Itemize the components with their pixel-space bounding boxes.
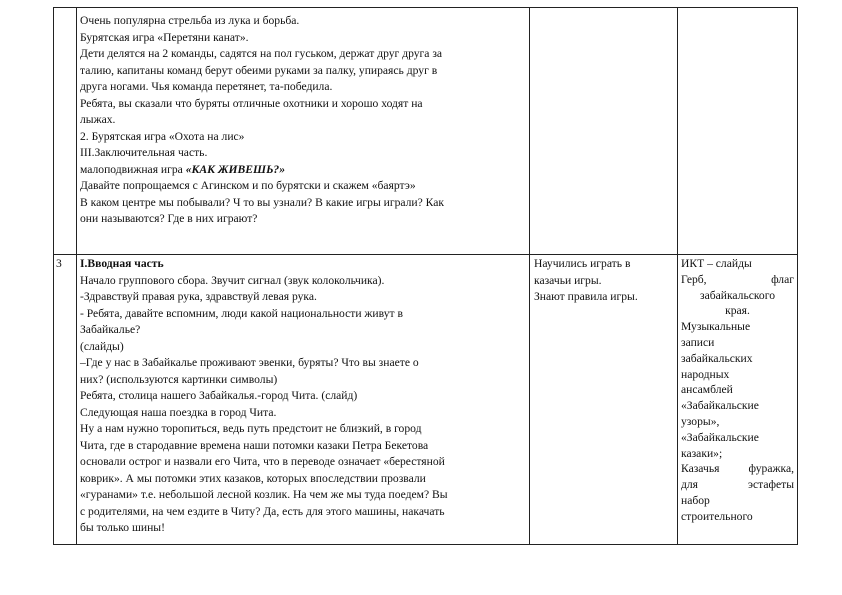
text-line: основали острог и назвали его Чита, что в переводе означает «берестяной xyxy=(80,455,445,468)
result-line: Научились играть в xyxy=(534,257,631,270)
lesson-plan-table xyxy=(53,7,798,545)
text-line: Ребята, столица нашего Забайкалья.-город Чита. (слайд) xyxy=(80,389,358,402)
text-line: с родителями, на чем ездите в Читу? Да, есть для этого машины, накачать xyxy=(80,504,445,518)
text-line: Чита, где в стародавние времена наши потомки казаки Петра Бекетова xyxy=(80,438,429,452)
text-line: Ребята, вы сказали что буряты отличные охотники и хорошо ходят на xyxy=(80,96,423,110)
row1-resources-cell xyxy=(678,8,798,255)
result-line: Знают правила игры. xyxy=(534,290,638,303)
text-line: коврик». А мы потомки этих казаков, которых впоследствии прозвали xyxy=(80,471,426,485)
text-line: талию, капитаны команд берут обеими руками за палку, упираясь друг в xyxy=(80,63,438,77)
resource-line: для эстафеты xyxy=(681,478,794,492)
row1-number-cell xyxy=(54,8,77,255)
text-line: малоподвижная игра «КАК ЖИВЕШЬ?» xyxy=(80,162,286,176)
section-heading: I.Вводная часть xyxy=(80,257,164,270)
row2-activity-cell xyxy=(77,255,530,545)
text-line: III.Заключительная часть. xyxy=(80,146,208,159)
text-line: они называются? Где в них играют? xyxy=(80,212,258,225)
text-line: Дети делятся на 2 команды, садятся на пол гуськом, держат друг друга за xyxy=(80,47,443,60)
resource-line: края. xyxy=(725,304,750,318)
text-line: Начало группового сбора. Звучит сигнал (звук колокольчика). xyxy=(80,273,385,287)
text-line: -Здравствуй правая рука, здравствуй левая рука. xyxy=(80,290,317,303)
text-line: 2. Бурятская игра «Охота на лис» xyxy=(80,129,245,143)
resource-line: ИКТ – слайды xyxy=(681,257,752,270)
row2-result-cell xyxy=(530,255,678,545)
resource-line: Музыкальные xyxy=(681,320,751,334)
resource-line: строительного xyxy=(681,509,753,523)
text-line: - Ребята, давайте вспомним, люди какой национальности живут в xyxy=(80,306,403,320)
resource-line: забайкальских xyxy=(681,351,753,365)
resource-line: забайкальского xyxy=(699,288,775,302)
resource-line: ансамблей xyxy=(681,383,733,397)
text-line: Следующая наша поездка в город Чита. xyxy=(80,405,277,419)
resource-line: набор xyxy=(681,493,710,507)
resource-line: Казачья фуражка, xyxy=(681,462,794,476)
resource-line: «Забайкальские xyxy=(681,399,759,413)
text-line: (слайды) xyxy=(80,339,124,353)
text-line: Ну а нам нужно торопиться, ведь путь предстоит не близкий, в город xyxy=(80,422,422,435)
row2-resources-cell xyxy=(678,255,798,545)
row1-activity-cell xyxy=(77,8,530,255)
text-line: лыжах. xyxy=(80,113,116,126)
row2-number-cell: 3 xyxy=(54,255,77,545)
table-row xyxy=(54,255,798,545)
text-line: друга ногами. Чья команда перетянет, та-победила. xyxy=(80,80,333,93)
text-line: В каком центре мы побывали? Ч то вы узнали? В какие игры играли? Как xyxy=(80,195,445,209)
table-row xyxy=(54,8,798,255)
resource-line: записи xyxy=(681,335,715,349)
text-line: Очень популярна стрельба из лука и борьба. xyxy=(80,14,300,27)
result-line: казачьи игры. xyxy=(534,273,602,287)
resource-line: народных xyxy=(681,367,730,381)
text-line: Давайте попрощаемся с Агинском и по бурятски и скажем «баяртэ» xyxy=(80,179,416,192)
text-line: них? (используются картинки символы) xyxy=(80,372,278,386)
resource-line: «Забайкальские xyxy=(681,430,759,444)
text-line: бы только шины! xyxy=(80,521,165,534)
resource-line: узоры», xyxy=(681,414,720,428)
text-line: Забайкалье? xyxy=(80,323,141,336)
row1-result-cell xyxy=(530,8,678,255)
text-line: «гуранами» т.е. небольшой лесной козлик. На чем же мы туда поедем? Вы xyxy=(80,488,448,501)
text-line: –Где у нас в Забайкалье проживают эвенки, буряты? Что вы знаете о xyxy=(80,356,419,369)
text-line: Бурятская игра «Перетяни канат». xyxy=(80,30,249,44)
resource-line: казаки»; xyxy=(681,446,723,460)
resource-line: Герб, флаг xyxy=(681,272,794,286)
